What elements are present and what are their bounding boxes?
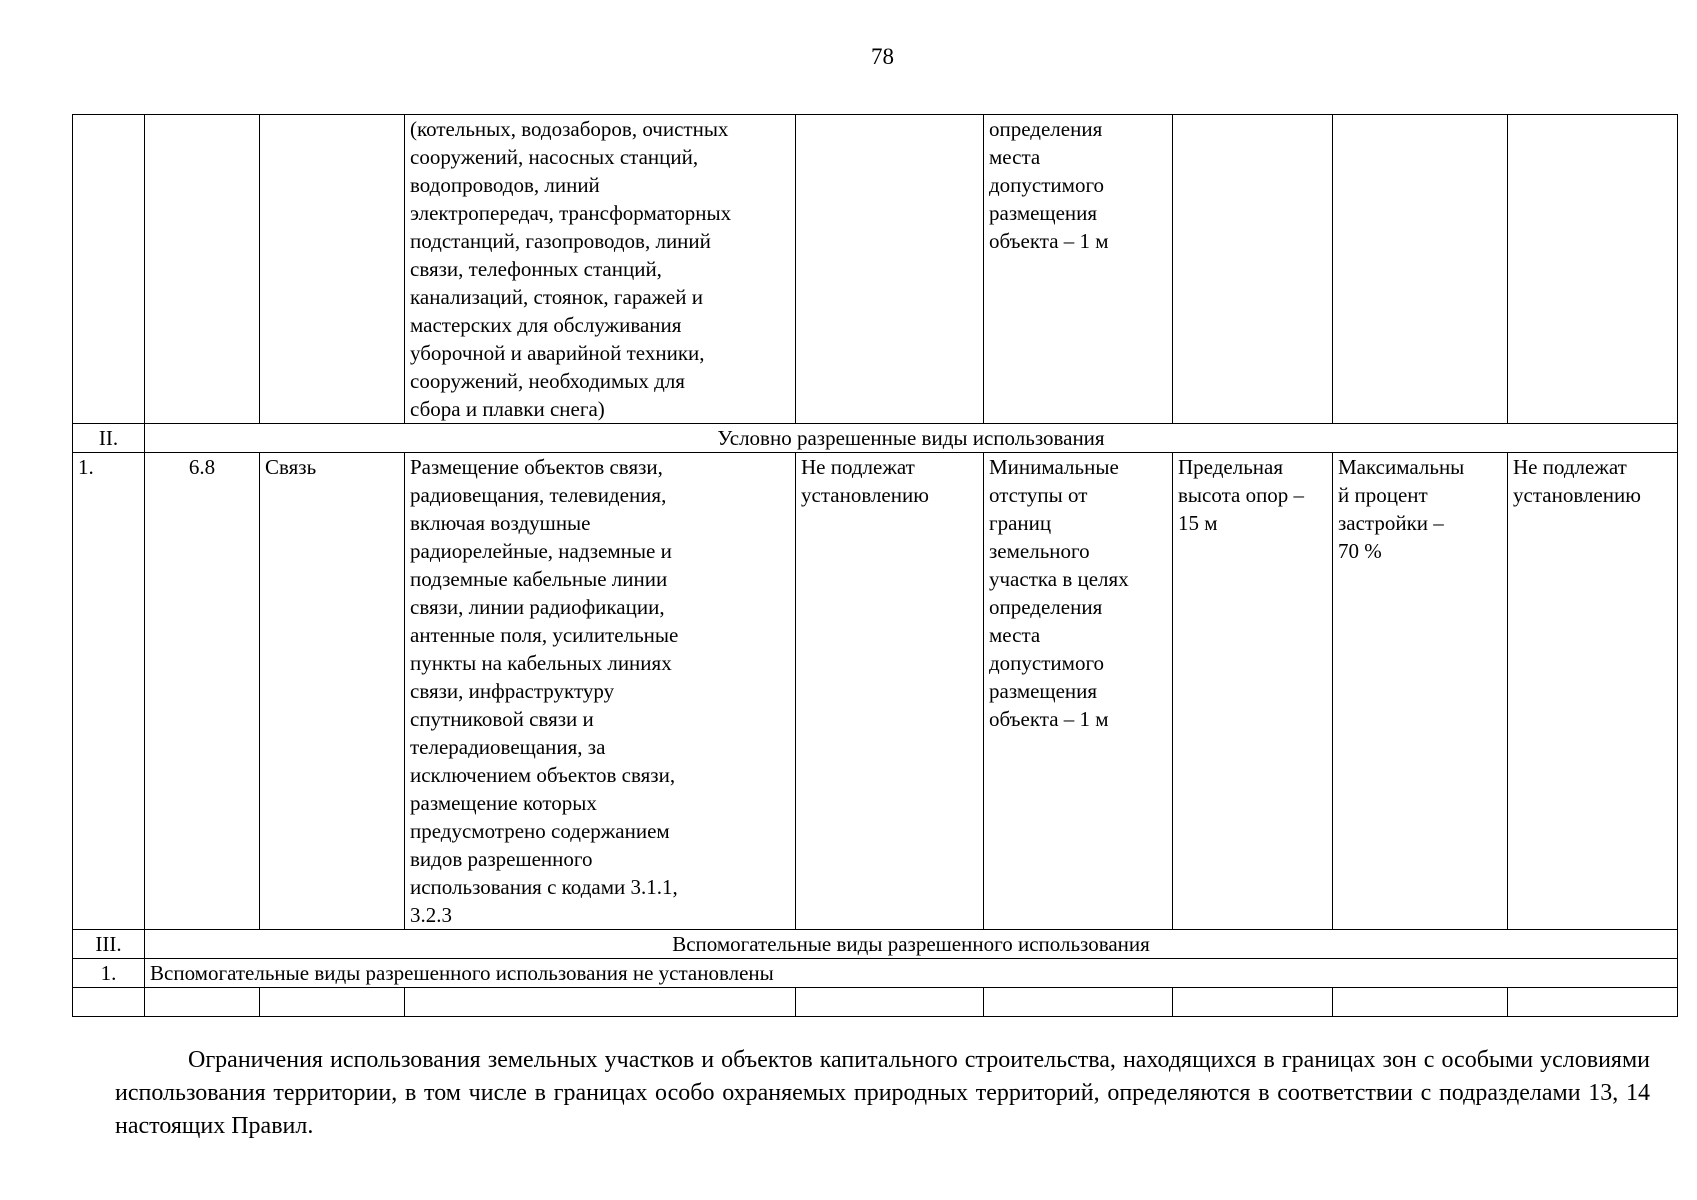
cell-height bbox=[1173, 115, 1333, 424]
table-row-svyaz bbox=[73, 453, 1678, 930]
cell-empty bbox=[984, 988, 1173, 1017]
cell-name bbox=[260, 115, 405, 424]
cell-other bbox=[1508, 115, 1678, 424]
cell-number bbox=[73, 115, 145, 424]
cell-setbacks: Минимальные отступы от границ земельного участка в целях определения места допустимого размещения объекта – 1 м bbox=[984, 453, 1173, 930]
cell-height: Предельная высота опор – 15 м bbox=[1173, 453, 1333, 930]
regulations-table bbox=[72, 114, 1678, 1017]
cell-code: 6.8 bbox=[145, 453, 260, 930]
cell-description: (котельных, водозаборов, очистных сооружений, насосных станций, водопроводов, линий электропередач, трансформаторных подстанций, газопроводов, линий связи, телефонных станций, канализаций, стоянок, гаражей и мастерских для обслуживания уборочной и аварийной техники, сооружений, необходимых для сбора и плавки снега) bbox=[405, 115, 796, 424]
cell-empty bbox=[73, 988, 145, 1017]
cell-plot-size bbox=[796, 115, 984, 424]
table-row-empty bbox=[73, 988, 1678, 1017]
footer-paragraph: Ограничения использования земельных участков и объектов капитального строительства, находящихся в границах зон с особыми условиями использования территории, в том числе в границах особо охраняемых природных территорий, определяются в соответствии с подразделами 13, 14 настоящих Правил. bbox=[115, 1047, 1650, 1139]
cell-other: Не подлежат установлению bbox=[1508, 453, 1678, 930]
section-title: Условно разрешенные виды использования bbox=[145, 424, 1678, 453]
cell-empty bbox=[796, 988, 984, 1017]
section-title: Вспомогательные виды разрешенного использования bbox=[145, 930, 1678, 959]
cell-description: Размещение объектов связи, радиовещания, телевидения, включая воздушные радиорелейные, надземные и подземные кабельные линии связи, линии радиофикации, антенные поля, усилительные пункты на кабельных линиях связи, инфраструктуру спутниковой связи и телерадиовещания, за исключением объектов связи, размещение которых предусмотрено содержанием видов разрешенного использования с кодами 3.1.1, 3.2.3 bbox=[405, 453, 796, 930]
section-number: III. bbox=[73, 930, 145, 959]
cell-name: Связь bbox=[260, 453, 405, 930]
section-row-iii bbox=[73, 930, 1678, 959]
cell-empty bbox=[1508, 988, 1678, 1017]
section-number: II. bbox=[73, 424, 145, 453]
cell-empty bbox=[1173, 988, 1333, 1017]
table-row-aux bbox=[73, 959, 1678, 988]
cell-coverage bbox=[1333, 115, 1508, 424]
cell-empty bbox=[145, 988, 260, 1017]
cell-empty bbox=[1333, 988, 1508, 1017]
cell-plot-size: Не подлежат установлению bbox=[796, 453, 984, 930]
cell-code bbox=[145, 115, 260, 424]
cell-empty bbox=[260, 988, 405, 1017]
table-row-continued bbox=[73, 115, 1678, 424]
cell-coverage: Максимальны й процент застройки – 70 % bbox=[1333, 453, 1508, 930]
page-number: 78 bbox=[871, 44, 894, 69]
cell-empty bbox=[405, 988, 796, 1017]
cell-number: 1. bbox=[73, 959, 145, 988]
cell-setbacks: определения места допустимого размещения объекта – 1 м bbox=[984, 115, 1173, 424]
section-row-ii bbox=[73, 424, 1678, 453]
cell-number: 1. bbox=[73, 453, 145, 930]
cell-aux-text: Вспомогательные виды разрешенного использования не установлены bbox=[145, 959, 1678, 988]
